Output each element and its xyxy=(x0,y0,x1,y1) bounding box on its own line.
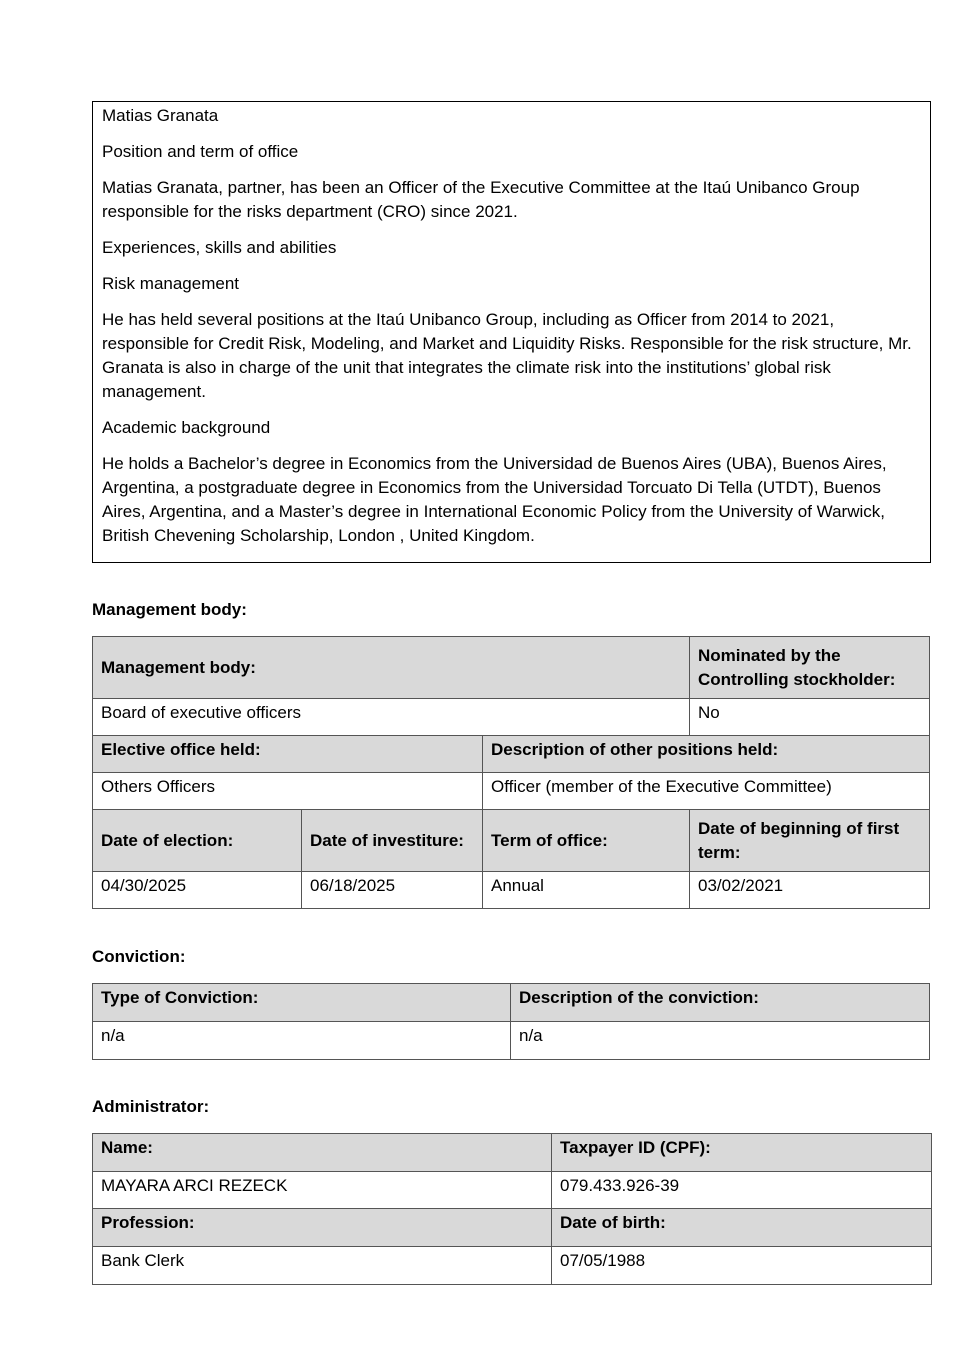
elective-office-value: Others Officers xyxy=(93,773,483,810)
birth-date-value: 07/05/1988 xyxy=(552,1247,932,1285)
conviction-section-title: Conviction: xyxy=(92,947,186,966)
administrator-section-title: Administrator: xyxy=(92,1097,210,1116)
position-heading: Position and term of office xyxy=(102,142,299,161)
administrator-table xyxy=(92,1133,932,1285)
risk-heading: Risk management xyxy=(102,274,240,293)
term-value: Annual xyxy=(483,872,690,909)
first-term-value: 03/02/2021 xyxy=(690,872,930,909)
election-date-value: 04/30/2025 xyxy=(93,872,302,909)
table-row xyxy=(93,810,930,872)
table-row xyxy=(93,1209,932,1247)
election-date-header: Date of election: xyxy=(93,810,302,872)
conviction-description-header: Description of the conviction: xyxy=(511,984,930,1022)
conviction-type-value: n/a xyxy=(93,1022,511,1060)
cpf-header: Taxpayer ID (CPF): xyxy=(552,1134,932,1172)
academic-heading: Academic background xyxy=(102,418,271,437)
experience-heading: Experiences, skills and abilities xyxy=(102,238,337,257)
nominated-value: No xyxy=(690,699,930,736)
profession-header: Profession: xyxy=(93,1209,552,1247)
investiture-date-header: Date of investiture: xyxy=(302,810,483,872)
term-header: Term of office: xyxy=(483,810,690,872)
nominated-header: Nominated by the Controlling stockholder: xyxy=(690,637,930,699)
academic-text: He holds a Bachelor’s degree in Economics from the Universidad de Buenos Aires (UBA), Buenos Aires, Argentina, a postgraduate degree in Economics from the Universidad Torcuato Di Tella (UTDT), Buenos Aires, Argentina, and a Master’s degree in International Economic Policy from the University of Warwick, British Chevening Scholarship, London , United Kingdom. xyxy=(102,454,887,545)
biography-box xyxy=(92,101,931,563)
conviction-table xyxy=(92,983,930,1060)
table-row xyxy=(93,984,930,1022)
other-positions-value: Officer (member of the Executive Committee) xyxy=(483,773,930,810)
conviction-description-value: n/a xyxy=(511,1022,930,1060)
conviction-type-header: Type of Conviction: xyxy=(93,984,511,1022)
management-section-title: Management body: xyxy=(92,600,247,619)
management-table xyxy=(92,636,930,909)
profession-value: Bank Clerk xyxy=(93,1247,552,1285)
risk-text: He has held several positions at the Itaú Unibanco Group, including as Officer from 2014 to 2021, responsible for Credit Risk, Modeling, and Market and Liquidity Risks. Responsible for the risk structure, Mr. Granata is also in charge of the unit that integrates the climate risk into the institutions’ global risk management. xyxy=(102,310,912,401)
position-text: Matias Granata, partner, has been an Officer of the Executive Committee at the Itaú Unibanco Group responsible for the risks department (CRO) since 2021. xyxy=(102,178,860,221)
table-row xyxy=(93,872,930,909)
table-row xyxy=(93,1022,930,1060)
table-row xyxy=(93,773,930,810)
investiture-date-value: 06/18/2025 xyxy=(302,872,483,909)
cpf-value: 079.433.926-39 xyxy=(552,1172,932,1209)
management-body-header: Management body: xyxy=(93,637,690,699)
name-header: Name: xyxy=(93,1134,552,1172)
table-row xyxy=(93,1134,932,1172)
table-row xyxy=(93,1172,932,1209)
person-name: Matias Granata xyxy=(102,106,219,125)
other-positions-header: Description of other positions held: xyxy=(483,736,930,773)
table-row xyxy=(93,736,930,773)
name-value: MAYARA ARCI REZECK xyxy=(93,1172,552,1209)
table-row xyxy=(93,1247,932,1285)
table-row xyxy=(93,637,930,699)
elective-office-header: Elective office held: xyxy=(93,736,483,773)
table-row xyxy=(93,699,930,736)
first-term-header: Date of beginning of first term: xyxy=(690,810,930,872)
management-body-value: Board of executive officers xyxy=(93,699,690,736)
birth-date-header: Date of birth: xyxy=(552,1209,932,1247)
